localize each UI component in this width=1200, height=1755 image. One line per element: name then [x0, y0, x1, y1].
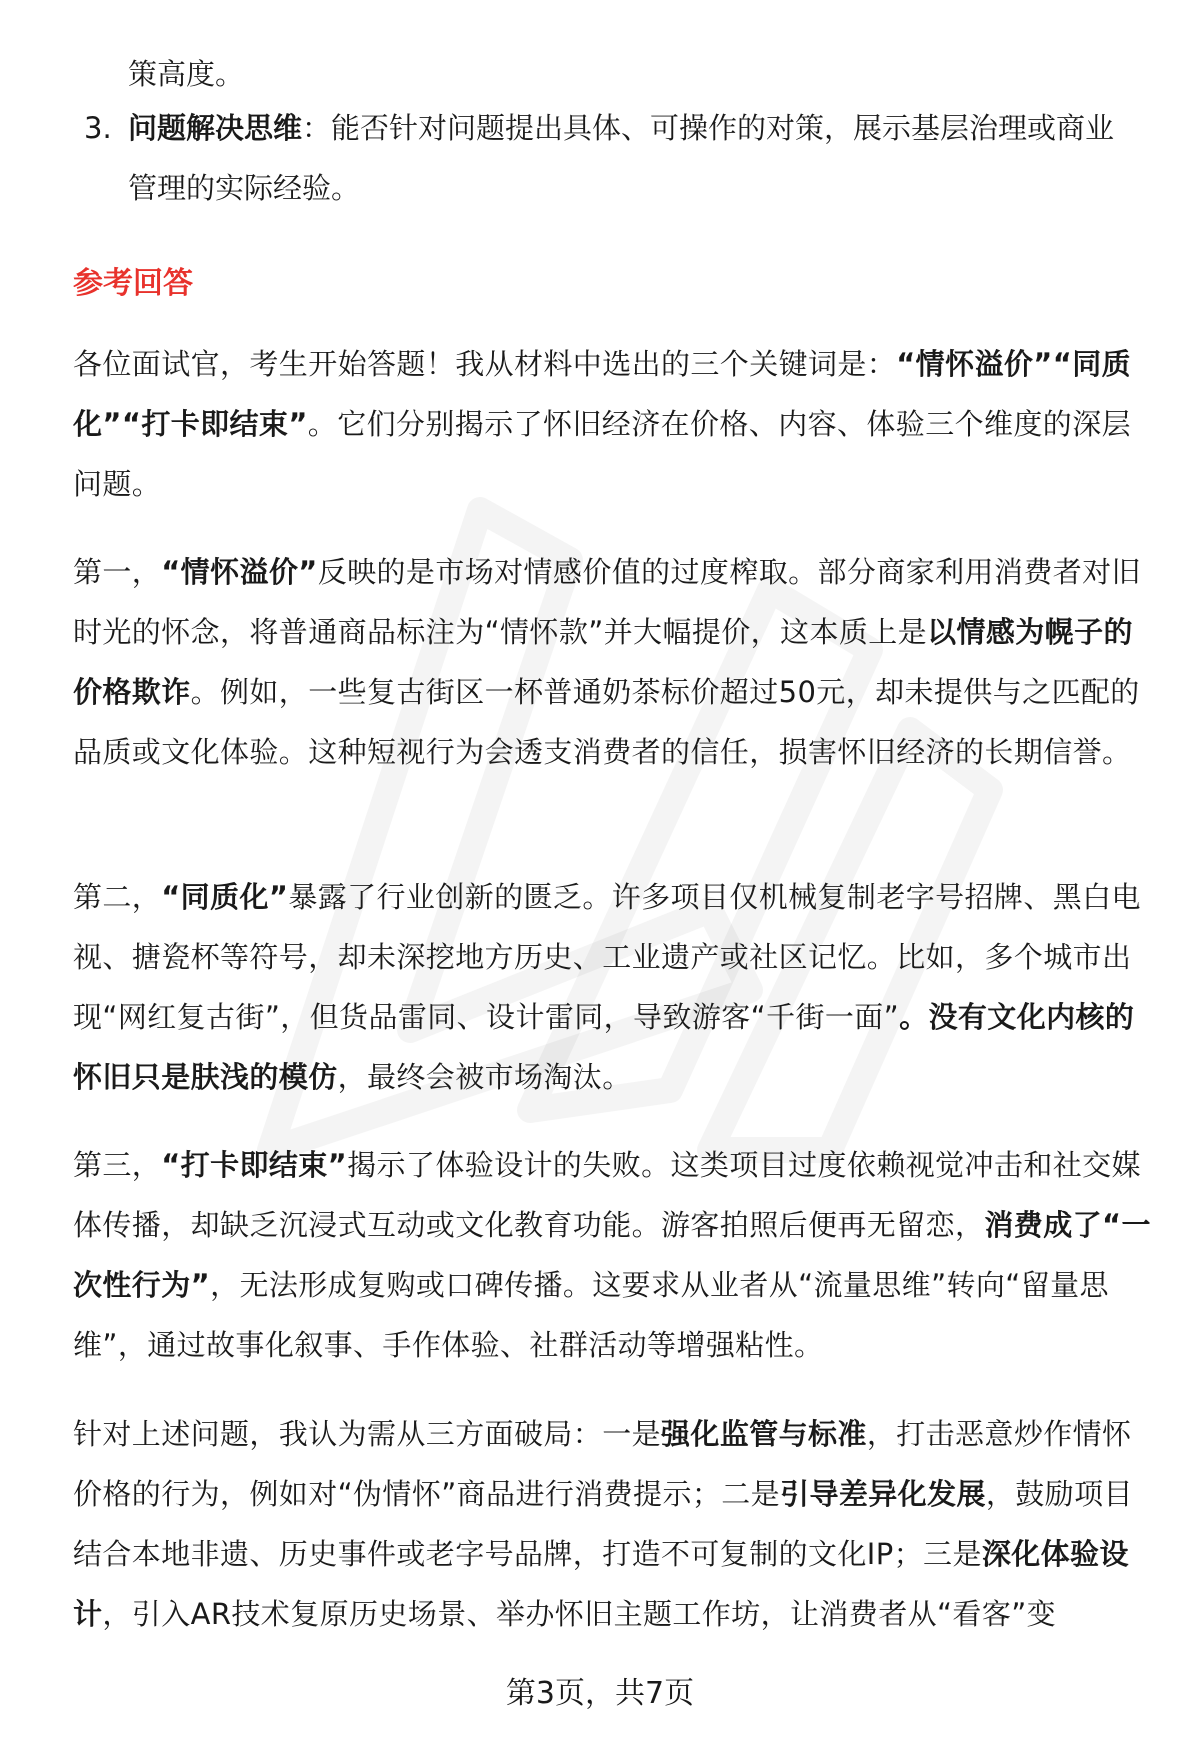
paragraph-2: [73, 867, 1153, 1107]
p1-text-1: 第一，: [73, 555, 162, 589]
page-footer: 第3页，共7页: [505, 1676, 695, 1711]
paragraph-1: [73, 542, 1153, 782]
p3-keyword: “打卡即结束”: [161, 1148, 348, 1182]
list-item-3: [84, 98, 1154, 218]
p4-emphasis-1: 强化监管与标准: [661, 1417, 867, 1451]
p4-text-1: 针对上述问题，我认为需从三方面破局：一是: [73, 1417, 662, 1451]
section-heading: 参考回答: [73, 266, 193, 301]
keyword-3: “打卡即结束”: [121, 407, 308, 441]
paragraph-4: [73, 1404, 1153, 1644]
p1-text-3: 。例如，一些复古街区一杯普通奶茶标价超过50元，却未提供与之匹配的品质或文化体验。这种短视行为会透支消费者的信任，损害怀旧经济的长期信誉。: [73, 675, 1140, 769]
intro-paragraph: [73, 334, 1153, 514]
paragraph-3: [73, 1135, 1153, 1375]
intro-text-1: 各位面试官，考生开始答题！我从材料中选出的三个关键词是：: [73, 347, 897, 381]
p3-text-3: ，无法形成复购或口碑传播。这要求从业者从“流量思维”转向“留量思维”，通过故事化叙事、手作体验、社群活动等增强粘性。: [73, 1268, 1109, 1362]
p1-keyword: “情怀溢价”: [161, 555, 318, 589]
list-number: 3.: [84, 111, 112, 145]
p2-emphasis: 。没有文化内核的怀旧只是肤浅的模仿: [73, 1000, 1135, 1094]
list-text-line2: 管理的实际经验。: [128, 171, 361, 205]
p4-emphasis-3: 深化体验设计: [73, 1537, 1129, 1631]
p2-keyword: “同质化”: [161, 880, 289, 914]
list-bold-label: 问题解决思维: [128, 111, 303, 145]
keyword-1: “情怀溢价”: [896, 347, 1053, 381]
p2-text-3: ，最终会被市场淘汰。: [337, 1060, 632, 1094]
p4-text-4: ，引入AR技术复原历史场景、举办怀旧主题工作坊，让消费者从“看客”变: [102, 1597, 1057, 1631]
p1-text-2: 反映的是市场对情感价值的过度榨取。部分商家利用消费者对旧时光的怀念，将普通商品标注为“情怀款”并大幅提价，这本质上是: [73, 555, 1141, 649]
list-text-line1: ：能否针对问题提出具体、可操作的对策，展示基层治理或商业: [302, 111, 1115, 145]
intro-text-2: 。它们分别揭示了怀旧经济在价格、内容、体验三个维度的深层问题。: [73, 407, 1131, 501]
p2-text-1: 第二，: [73, 880, 162, 914]
p1-emphasis: 以情感为幌子的价格欺诈: [73, 615, 1133, 709]
continuation-text: 策高度。: [128, 57, 245, 91]
p4-text-2: ，打击恶意炒作情怀价格的行为，例如对“伪情怀”商品进行消费提示；二是: [73, 1417, 1132, 1511]
p3-emphasis: 消费成了“一次性行为”: [73, 1208, 1151, 1302]
keyword-2: “同质化”: [73, 347, 1131, 441]
p3-text-1: 第三，: [73, 1148, 162, 1182]
p4-emphasis-2: 引导差异化发展: [780, 1477, 986, 1511]
p2-text-2: 暴露了行业创新的匮乏。许多项目仅机械复制老字号招牌、黑白电视、搪瓷杯等符号，却未深挖地方历史、工业遗产或社区记忆。比如，多个城市出现“网红复古街”，但货品雷同、设计雷同，导致游客“千街一面”: [73, 880, 1141, 1034]
p4-text-3: ，鼓励项目结合本地非遗、历史事件或老字号品牌，打造不可复制的文化IP；三是: [73, 1477, 1133, 1571]
p3-text-2: 揭示了体验设计的失败。这类项目过度依赖视觉冲击和社交媒体传播，却缺乏沉浸式互动或文化教育功能。游客拍照后便再无留恋，: [73, 1148, 1141, 1242]
